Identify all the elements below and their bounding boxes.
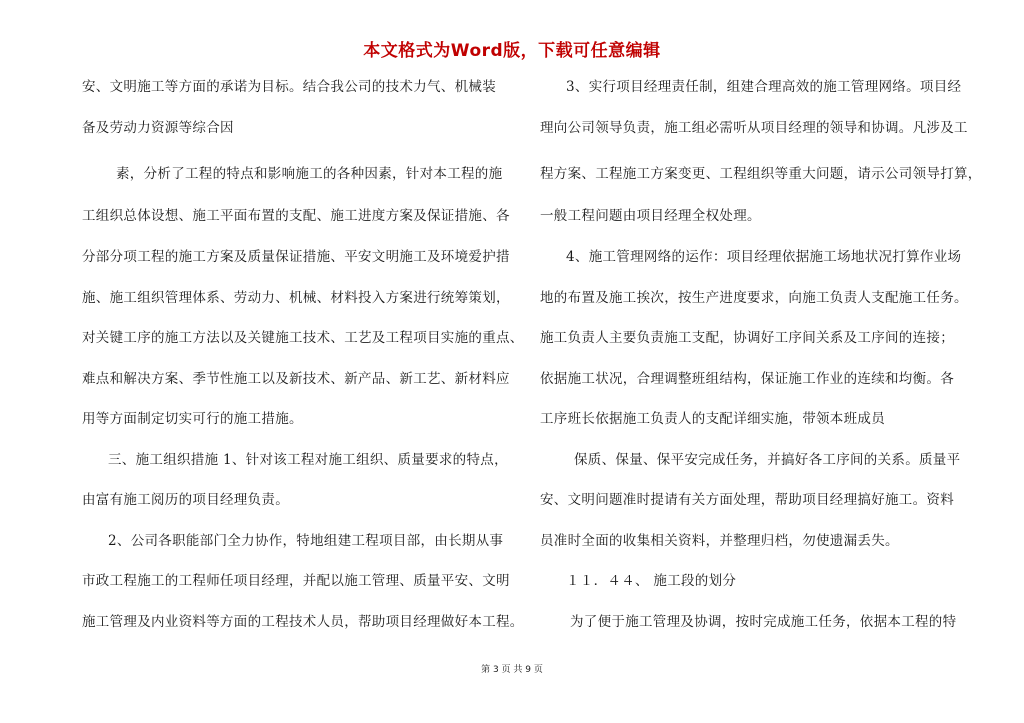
text-line: 难点和解决方案、季节性施工以及新技术、新产品、新工艺、新材料应 — [82, 371, 510, 387]
text-line: 保质、保量、保平安完成任务，并搞好各工序间的关系。质量平 — [574, 452, 961, 468]
text-line: 三、施工组织措施 1、针对该工程对施工组织、质量要求的特点， — [108, 452, 508, 468]
text-line: 地的布置及施工挨次，按生产进度要求，向施工负责人支配施工任务。 — [540, 290, 968, 306]
text-line: 一般工程问题由项目经理全权处理。 — [540, 208, 761, 224]
text-line: 施工管理及内业资料等方面的工程技术人员，帮助项目经理做好本工程。 — [82, 614, 524, 630]
text-line: 2、公司各职能部门全力协作，特地组建工程项目部，由长期从事 — [108, 533, 504, 549]
section-heading: １１．４４、 施工段的划分 — [566, 573, 737, 589]
text-line: 工序班长依据施工负责人的支配详细实施，带领本班成员 — [540, 411, 885, 427]
text-line: 员准时全面的收集相关资料，并整理归档，勿使遗漏丢失。 — [540, 533, 899, 549]
text-line: 3、实行项目经理责任制，组建合理高效的施工管理网络。项目经 — [566, 79, 962, 95]
text-line: 工组织总体设想、施工平面布置的支配、施工进度方案及保证措施、各 — [82, 208, 510, 224]
text-line: 用等方面制定切实可行的施工措施。 — [82, 411, 303, 427]
text-line: 理向公司领导负责，施工组必需听从项目经理的领导和协调。凡涉及工 — [540, 120, 968, 136]
text-line: 施工负责人主要负责施工支配，协调好工序间关系及工序间的连接； — [540, 330, 954, 346]
page-number: 第 3 页 共 9 页 — [481, 665, 543, 675]
text-line: 安、文明问题准时提请有关方面处理，帮助项目经理搞好施工。资料 — [540, 492, 954, 508]
text-line: 分部分项工程的施工方案及质量保证措施、平安文明施工及环境爱护措 — [82, 249, 510, 265]
text-line: 依据施工状况，合理调整班组结构，保证施工作业的连续和均衡。各 — [540, 371, 954, 387]
text-line: 由富有施工阅历的项目经理负责。 — [82, 492, 289, 508]
text-line: 为了便于施工管理及协调，按时完成施工任务，依据本工程的特 — [570, 614, 957, 630]
text-line: 素，分析了工程的特点和影响施工的各种因素，针对本工程的施 — [116, 166, 503, 182]
text-line: 程方案、工程施工方案变更、工程组织等重大问题，请示公司领导打算， — [540, 166, 982, 182]
text-line: 备及劳动力资源等综合因 — [82, 120, 234, 136]
text-line: 4、施工管理网络的运作：项目经理依据施工场地状况打算作业场 — [566, 249, 962, 265]
text-line: 市政工程施工的工程师任项目经理，并配以施工管理、质量平安、文明 — [82, 573, 510, 589]
text-line: 施、施工组织管理体系、劳动力、机械、材料投入方案进行统筹策划， — [82, 290, 510, 306]
text-line: 安、文明施工等方面的承诺为目标。结合我公司的技术力气、机械装 — [82, 79, 496, 95]
page-header-title: 本文格式为Word版，下载可任意编辑 — [363, 41, 661, 61]
text-line: 对关键工序的施工方法以及关键施工技术、工艺及工程项目实施的重点、 — [82, 330, 524, 346]
